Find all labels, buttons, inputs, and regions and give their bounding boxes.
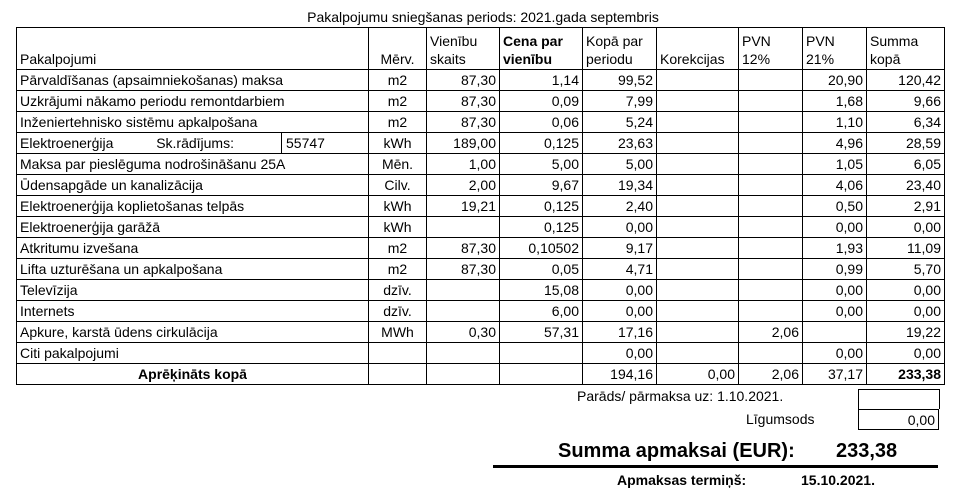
- cell-unit: m2: [369, 238, 427, 259]
- cell-sum: 0,00: [867, 217, 945, 238]
- header-corrections: Korekcijas: [657, 28, 739, 70]
- cell-qty: 19,21: [427, 196, 500, 217]
- cell-sum: 0,00: [867, 343, 945, 364]
- cell-price: [500, 343, 583, 364]
- contract-penalty-value: 0,00: [858, 409, 939, 430]
- cell-total: 17,16: [583, 322, 657, 343]
- payment-value: 233,38: [836, 440, 898, 462]
- service-name: Citi pakalpojumi: [17, 343, 369, 364]
- cell-sum: 2,91: [867, 196, 945, 217]
- header-unit: Mērv.: [369, 28, 427, 70]
- cell-vat21: 1,10: [803, 112, 867, 133]
- header-qty: Vienību skaits: [427, 28, 500, 70]
- cell-total: 9,17: [583, 238, 657, 259]
- cell-sum: 9,66: [867, 91, 945, 112]
- cell-unit: dzīv.: [369, 280, 427, 301]
- cell-vat21: 0,00: [803, 343, 867, 364]
- cell-vat21: 1,05: [803, 154, 867, 175]
- table-row: [17, 280, 945, 301]
- totals-vat12: 2,06: [739, 364, 803, 385]
- cell-corr: [657, 133, 739, 154]
- service-name: Lifta uzturēšana un apkalpošana: [17, 259, 369, 280]
- cell-corr: [657, 175, 739, 196]
- cell-total: 0,00: [583, 343, 657, 364]
- service-name: Maksa par pieslēguma nodrošināšanu 25A: [17, 154, 369, 175]
- totals-label: Aprēķināts kopā: [17, 364, 369, 385]
- cell-qty: 2,00: [427, 175, 500, 196]
- cell-qty: 87,30: [427, 238, 500, 259]
- cell-corr: [657, 238, 739, 259]
- cell-total: 0,00: [583, 301, 657, 322]
- cell-total: 0,00: [583, 280, 657, 301]
- services-table: [16, 27, 945, 385]
- table-row: [17, 91, 945, 112]
- cell-vat12: [739, 238, 803, 259]
- cell-sum: 6,05: [867, 154, 945, 175]
- cell-total: 23,63: [583, 133, 657, 154]
- cell-unit: kWh: [369, 196, 427, 217]
- table-row: [17, 301, 945, 322]
- cell-corr: [657, 301, 739, 322]
- header-sum: Summa kopā: [867, 28, 945, 70]
- cell-price: 57,31: [500, 322, 583, 343]
- cell-price: 0,09: [500, 91, 583, 112]
- cell-qty: [427, 343, 500, 364]
- cell-vat21: [803, 322, 867, 343]
- cell-price: 1,14: [500, 70, 583, 91]
- header-service: Pakalpojumi: [17, 28, 369, 70]
- cell-vat12: [739, 112, 803, 133]
- cell-unit: [369, 343, 427, 364]
- due-date-value: 15.10.2021.: [801, 472, 875, 488]
- service-name: Elektroenerģija Sk.rādījums: 55747: [17, 133, 369, 154]
- service-name: Elektroenerģija koplietošanas telpās: [17, 196, 369, 217]
- service-name: Uzkrājumi nākamo periodu remontdarbiem: [17, 91, 369, 112]
- cell-unit: dzīv.: [369, 301, 427, 322]
- cell-vat21: 0,50: [803, 196, 867, 217]
- cell-vat12: [739, 217, 803, 238]
- cell-vat12: [739, 154, 803, 175]
- cell-vat21: 4,96: [803, 133, 867, 154]
- table-row: [17, 259, 945, 280]
- table-row: [17, 217, 945, 238]
- header-total: Kopā par periodu: [583, 28, 657, 70]
- cell-vat21: 20,90: [803, 70, 867, 91]
- cell-vat12: [739, 70, 803, 91]
- meter-reading: 55747: [281, 133, 365, 153]
- totals-sum: 233,38: [867, 364, 945, 385]
- cell-total: 2,40: [583, 196, 657, 217]
- cell-corr: [657, 343, 739, 364]
- cell-corr: [657, 322, 739, 343]
- cell-corr: [657, 259, 739, 280]
- cell-qty: 87,30: [427, 259, 500, 280]
- cell-total: 7,99: [583, 91, 657, 112]
- cell-vat21: 4,06: [803, 175, 867, 196]
- payment-label: Summa apmaksai (EUR):: [558, 440, 795, 462]
- payment-underline: [493, 465, 938, 468]
- table-row: [17, 175, 945, 196]
- header-price: Cena par vienību: [500, 28, 583, 70]
- cell-qty: 189,00: [427, 133, 500, 154]
- header-vat21: PVN 21%: [803, 28, 867, 70]
- cell-vat12: [739, 133, 803, 154]
- cell-corr: [657, 112, 739, 133]
- cell-total: 5,00: [583, 154, 657, 175]
- debt-info: Parāds/ pārmaksa uz: 1.10.2021.: [577, 388, 784, 404]
- cell-price: 0,125: [500, 217, 583, 238]
- cell-corr: [657, 280, 739, 301]
- table-row: [17, 112, 945, 133]
- cell-vat12: [739, 343, 803, 364]
- totals-total: 194,16: [583, 364, 657, 385]
- totals-row: [17, 364, 945, 385]
- cell-sum: 19,22: [867, 322, 945, 343]
- cell-vat21: 0,99: [803, 259, 867, 280]
- service-name: Pārvaldīšanas (apsaimniekošanas) maksa: [17, 70, 369, 91]
- due-date-label: Apmaksas termiņš:: [617, 472, 747, 488]
- cell-unit: kWh: [369, 133, 427, 154]
- cell-qty: 87,30: [427, 70, 500, 91]
- cell-sum: 11,09: [867, 238, 945, 259]
- cell-unit: Mēn.: [369, 154, 427, 175]
- cell-qty: 87,30: [427, 112, 500, 133]
- cell-qty: 1,00: [427, 154, 500, 175]
- cell-qty: [427, 217, 500, 238]
- table-row: [17, 70, 945, 91]
- cell-total: 0,00: [583, 217, 657, 238]
- cell-unit: m2: [369, 70, 427, 91]
- cell-vat12: [739, 91, 803, 112]
- table-row: [17, 196, 945, 217]
- cell-vat12: [739, 175, 803, 196]
- cell-sum: 28,59: [867, 133, 945, 154]
- table-row: [17, 322, 945, 343]
- debt-value-box: [858, 389, 940, 409]
- table-row: [17, 133, 945, 154]
- header-vat12: PVN 12%: [739, 28, 803, 70]
- cell-price: 5,00: [500, 154, 583, 175]
- cell-corr: [657, 91, 739, 112]
- cell-vat21: 0,00: [803, 280, 867, 301]
- cell-price: 9,67: [500, 175, 583, 196]
- cell-sum: 0,00: [867, 301, 945, 322]
- cell-sum: 23,40: [867, 175, 945, 196]
- service-name: Televīzija: [17, 280, 369, 301]
- cell-vat12: [739, 280, 803, 301]
- cell-price: 0,10502: [500, 238, 583, 259]
- cell-vat21: 1,93: [803, 238, 867, 259]
- totals-corr: 0,00: [657, 364, 739, 385]
- cell-corr: [657, 196, 739, 217]
- table-row: [17, 343, 945, 364]
- cell-price: 0,125: [500, 133, 583, 154]
- cell-total: 5,24: [583, 112, 657, 133]
- cell-corr: [657, 217, 739, 238]
- cell-sum: 5,70: [867, 259, 945, 280]
- service-name: Internets: [17, 301, 369, 322]
- cell-price: 15,08: [500, 280, 583, 301]
- cell-vat12: 2,06: [739, 322, 803, 343]
- cell-vat12: [739, 301, 803, 322]
- cell-price: 0,06: [500, 112, 583, 133]
- table-row: [17, 238, 945, 259]
- cell-qty: [427, 280, 500, 301]
- cell-sum: 0,00: [867, 280, 945, 301]
- cell-vat21: 0,00: [803, 217, 867, 238]
- cell-corr: [657, 154, 739, 175]
- cell-price: 0,05: [500, 259, 583, 280]
- service-name: Inženiertehnisko sistēmu apkalpošana: [17, 112, 369, 133]
- cell-total: 99,52: [583, 70, 657, 91]
- service-name: Atkritumu izvešana: [17, 238, 369, 259]
- cell-unit: MWh: [369, 322, 427, 343]
- service-name: Ūdensapgāde un kanalizācija: [17, 175, 369, 196]
- page-title: Pakalpojumu sniegšanas periods: 2021.gada septembris: [307, 9, 659, 25]
- cell-total: 19,34: [583, 175, 657, 196]
- contract-penalty-label: Līgumsods: [746, 411, 815, 427]
- cell-qty: 87,30: [427, 91, 500, 112]
- table-header-row: [17, 28, 945, 70]
- cell-sum: 6,34: [867, 112, 945, 133]
- cell-unit: m2: [369, 259, 427, 280]
- cell-price: 6,00: [500, 301, 583, 322]
- cell-unit: kWh: [369, 217, 427, 238]
- cell-vat12: [739, 196, 803, 217]
- cell-vat21: 1,68: [803, 91, 867, 112]
- cell-unit: m2: [369, 112, 427, 133]
- cell-qty: [427, 301, 500, 322]
- cell-unit: Cilv.: [369, 175, 427, 196]
- service-name: Apkure, karstā ūdens cirkulācija: [17, 322, 369, 343]
- totals-vat21: 37,17: [803, 364, 867, 385]
- cell-vat12: [739, 259, 803, 280]
- service-name: Elektroenerģija garāžā: [17, 217, 369, 238]
- cell-total: 4,71: [583, 259, 657, 280]
- table-row: [17, 154, 945, 175]
- cell-vat21: 0,00: [803, 301, 867, 322]
- cell-price: 0,125: [500, 196, 583, 217]
- cell-qty: 0,30: [427, 322, 500, 343]
- cell-unit: m2: [369, 91, 427, 112]
- cell-sum: 120,42: [867, 70, 945, 91]
- cell-corr: [657, 70, 739, 91]
